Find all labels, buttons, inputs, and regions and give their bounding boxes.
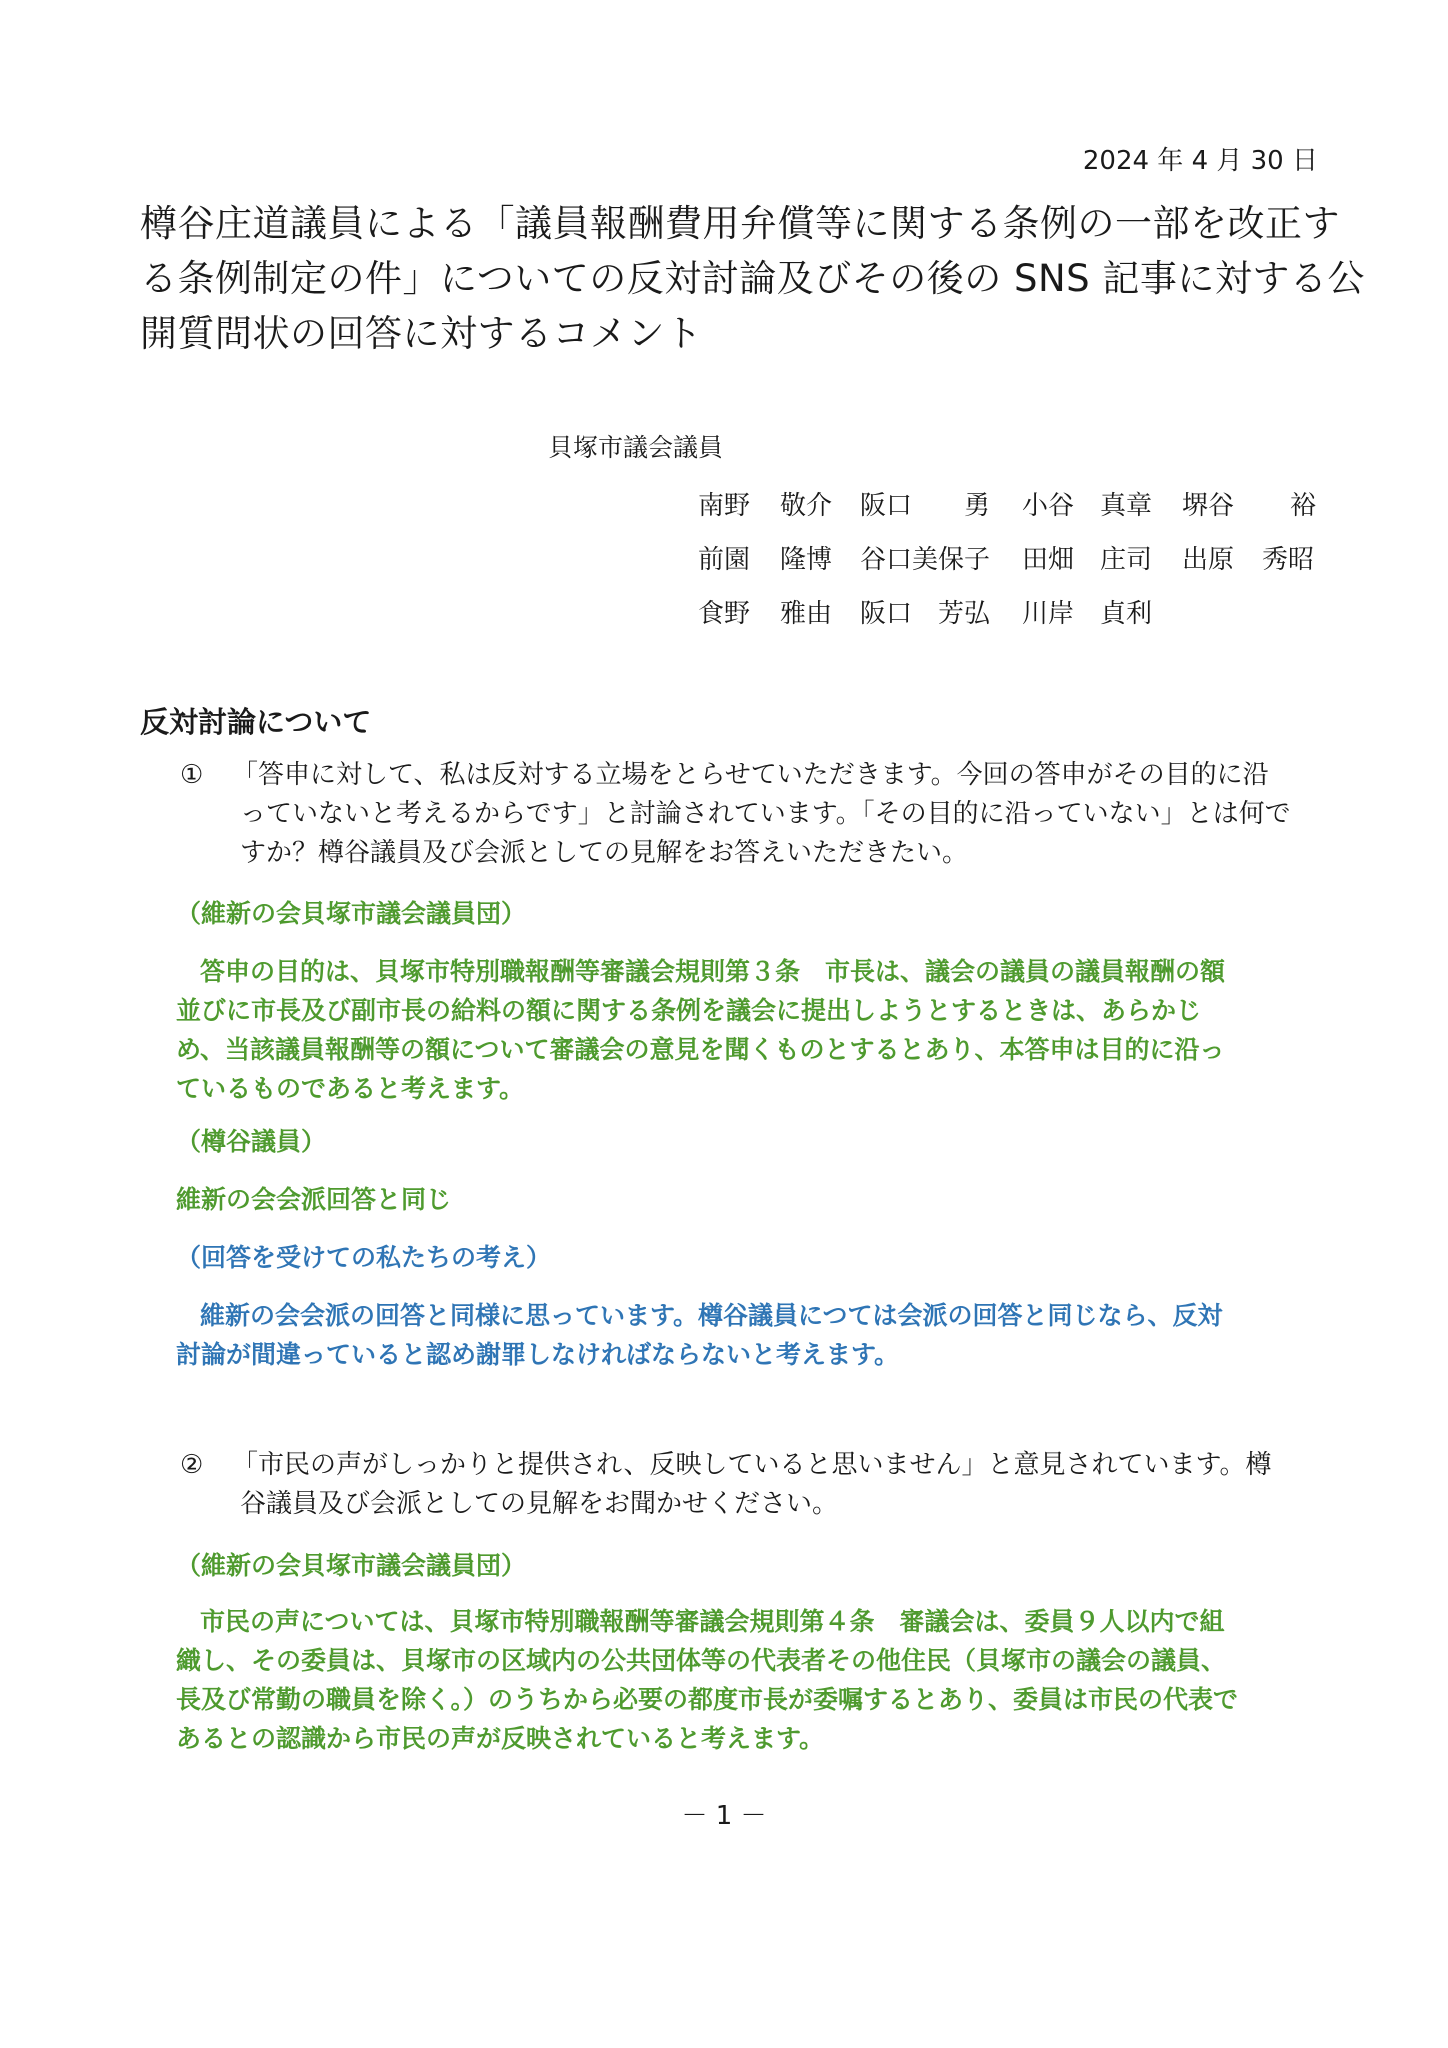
member-surname: 阪口 芳弘 [860,598,991,629]
question-text [232,756,1312,873]
answer-line: 織し、その委員は、貝塚市の区域内の公共団体等の代表者その他住民（貝塚市の議会の議員、 [176,1646,1227,1675]
answer-line: 答申の目的は、貝塚市特別職報酬等審議会規則第３条 市長は、議会の議員の議員報酬の額 [200,957,1226,986]
question-text [232,1446,1312,1524]
council-name: 貝塚市議会議員 [548,433,724,462]
member-row [698,476,1370,530]
title-line: 樽谷庄道議員による「議員報酬費用弁償等に関する条例の一部を改正す [140,202,1340,245]
question-number: ② [180,1450,204,1480]
member-row [698,584,1370,638]
answer-line: 市民の声については、貝塚市特別職報酬等審議会規則第４条 審議会は、委員９人以内で組 [200,1607,1225,1636]
answer-line: 長及び常勤の職員を除く。）のうちから必要の都度市長が委嘱するとあり、委員は市民の代表で [176,1685,1239,1714]
member-given-name: 秀昭 [1262,544,1315,575]
ishin-label: （維新の会貝塚市議会議員団） [176,899,527,928]
member-row [698,530,1370,584]
member-surname: 阪口 勇 [860,490,991,521]
member-surname: 前園 [698,544,751,575]
member-surname: 川岸 [1022,598,1075,629]
view-line: 維新の会会派の回答と同様に思っています。樽谷議員につては会派の回答と同じなら、反対 [200,1301,1223,1330]
view-line: 討論が間違っていると認め謝罪しなければならないと考えます。 [176,1340,900,1369]
document-title [140,196,1365,361]
question-2 [180,1446,1312,1524]
section-heading: 反対討論について [140,705,372,739]
answer-line: ているものであると考えます。 [176,1074,525,1103]
question-line: すか？樽谷議員及び会派としての見解をお答えいただきたい。 [240,838,969,868]
member-list [698,476,1370,638]
taruya-label: （樽谷議員） [176,1127,327,1156]
member-surname: 小谷 [1022,490,1075,521]
page-number: － 1 － [681,1801,767,1831]
member-surname: 食野 [698,598,751,629]
ishin-answer [176,952,1225,1108]
question-line: っていないと考えるからです」と討論されています。「その目的に沿っていない」とは何で [240,799,1291,829]
answer-line: め、当該議員報酬等の額について審議会の意見を聞くものとするとあり、本答申は目的に沿っ [176,1035,1225,1064]
question-number: ① [180,760,204,790]
member-given-name: 敬介 [780,490,833,521]
ishin-label: （維新の会貝塚市議会議員団） [176,1551,527,1580]
member-given-name: 貞利 [1100,598,1153,629]
question-1 [180,756,1312,873]
ishin-answer [176,1602,1238,1758]
taruya-answer: 維新の会会派回答と同じ [176,1185,452,1214]
member-surname: 出原 [1182,544,1235,575]
member-surname: 南野 [698,490,751,521]
title-line: る条例制定の件」についての反対討論及びその後の SNS 記事に対する公 [140,257,1365,300]
member-given-name: 庄司 [1100,544,1153,575]
member-full-name: 谷口美保子 [860,544,991,575]
title-line: 開質問状の回答に対するコメント [140,312,703,355]
member-surname: 堺谷 [1182,490,1235,521]
member-given-name: 裕 [1290,490,1317,521]
our-view [176,1296,1223,1374]
question-line: 「答申に対して、私は反対する立場をとらせていただきます。今回の答申がその目的に沿 [232,760,1269,790]
document-date: 2024 年 4 月 30 日 [1082,146,1318,176]
member-surname: 田畑 [1022,544,1075,575]
answer-line: あるとの認識から市民の声が反映されていると考えます。 [176,1724,825,1753]
answer-line: 並びに市長及び副市長の給料の額に関する条例を議会に提出しようとするときは、あらかじ [176,996,1202,1025]
member-given-name: 隆博 [780,544,833,575]
member-given-name: 雅由 [780,598,833,629]
member-given-name: 真章 [1100,490,1153,521]
question-line: 「市民の声がしっかりと提供され、反映していると思いません」と意見されています。樽 [232,1450,1272,1480]
question-line: 谷議員及び会派としての見解をお聞かせください。 [240,1489,839,1519]
our-view-label: （回答を受けての私たちの考え） [176,1243,552,1272]
